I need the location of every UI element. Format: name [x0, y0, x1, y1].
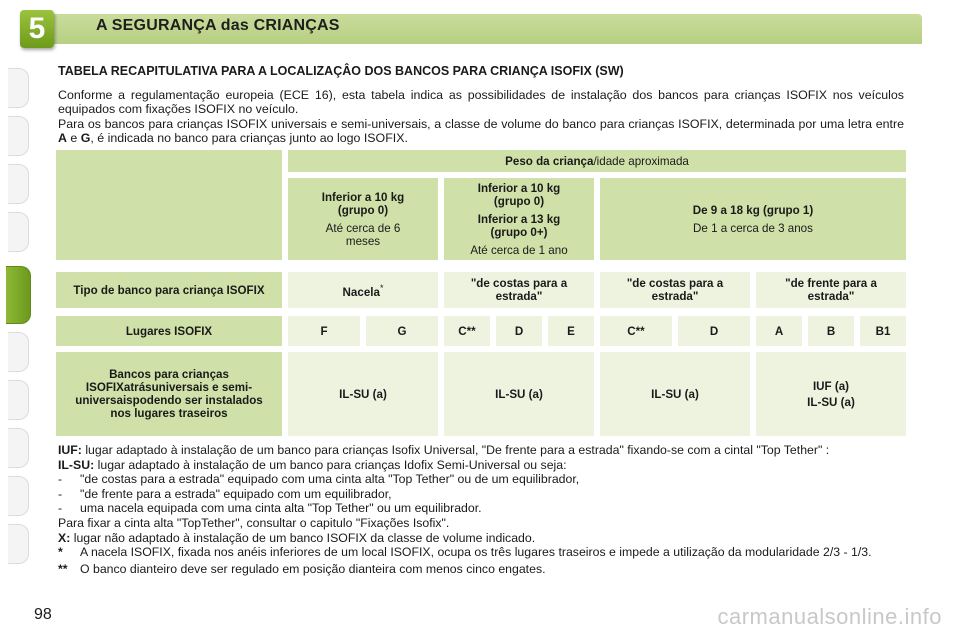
row-label-isofix-positions: Lugares ISOFIX	[56, 316, 282, 346]
table-corner-cell	[56, 150, 282, 260]
child-seat-cell: IL-SU (a)	[444, 352, 594, 436]
chapter-tab-8[interactable]	[8, 428, 29, 468]
position-cell: G	[366, 316, 438, 346]
legend	[58, 443, 906, 576]
weight-header-cell: Peso da criança/idade aproximada	[288, 150, 906, 172]
page-number: 98	[34, 606, 52, 623]
legend-x: X: lugar não adaptado à instalação de um banco ISOFIX da classe de volume indicado.	[58, 530, 536, 545]
isofix-table	[56, 150, 906, 436]
watermark: carmanualsonline.info	[717, 604, 942, 629]
row-label-child-seats: Bancos para crianças ISOFIXatrásuniversais e semi-universaispodendo ser instalados nos lugares traseiros	[56, 352, 282, 436]
position-cell: F	[288, 316, 360, 346]
chapter-tabs	[0, 60, 30, 580]
position-cell: C**	[600, 316, 672, 346]
chapter-tab-4[interactable]	[8, 212, 29, 252]
position-cell: B	[808, 316, 854, 346]
legend-fixing-note: Para fixar a cinta alta "TopTether", consultar o capitulo "Fixações Isofix".	[58, 515, 450, 530]
volume-class-paragraph: Para os bancos para crianças ISOFIX universais e semi-universais, a classe de volume do banco para crianças ISOFIX, determinada por uma letra entre A e G, é indicada no banco para crianças junto ao logo ISOFIX.	[58, 117, 904, 145]
intro-paragraph: Conforme a regulamentação europeia (ECE 16), esta tabela indica as possibilidades de instalação dos bancos para crianças ISOFIX nos veículos equipados com fixações ISOFIX no veículo.	[58, 88, 904, 116]
row-label-seat-type: Tipo de banco para criança ISOFIX	[56, 272, 282, 308]
legend-ilsu: IL-SU: lugar adaptado à instalação de um banco para crianças Idofix Semi-Universal ou seja:	[58, 457, 567, 472]
legend-dash-item: - "de costas para a estrada" equipado com uma cinta alta "Top Tether" ou de um equilibrador,	[58, 472, 580, 487]
child-seat-cell: IL-SU (a)	[600, 352, 750, 436]
weight-group-cell: De 9 a 18 kg (grupo 1) De 1 a cerca de 3 anos	[600, 178, 906, 260]
child-seat-cell: IUF (a) IL-SU (a)	[756, 352, 906, 436]
seat-type-cell: "de costas para a estrada"	[600, 272, 750, 308]
legend-iuf: IUF: lugar adaptado à instalação de um banco para crianças Isofix Universal, "De frente para a estrada" fixando-se com a cintal "Top Tether" :	[58, 443, 830, 457]
position-cell: B1	[860, 316, 906, 346]
footnote-single-star: * A nacela ISOFIX, fixada nos anéis inferiores de um local ISOFIX, ocupa os três lugares traseiros e impede a utilização da modularidade 2/3 - 1/3.	[58, 545, 872, 560]
weight-group-cell: Inferior a 10 kg (grupo 0) Inferior a 13 kg (grupo 0+) Até cerca de 1 ano	[444, 178, 594, 260]
position-cell: C**	[444, 316, 490, 346]
child-seat-cell: IL-SU (a)	[288, 352, 438, 436]
seat-type-cell: Nacela*	[288, 272, 438, 308]
chapter-tab-9[interactable]	[8, 476, 29, 516]
chapter-badge: 5	[20, 10, 54, 48]
chapter-tab-1[interactable]	[8, 68, 29, 108]
chapter-tab-7[interactable]	[8, 380, 29, 420]
legend-dash-item: - uma nacela equipada com uma cinta alta "Top Tether" ou um equilibrador.	[58, 501, 482, 516]
footnote-double-star: ** O banco dianteiro deve ser regulado em posição dianteira com menos cinco engates.	[58, 561, 546, 576]
chapter-tab-2[interactable]	[8, 116, 29, 156]
chapter-title: A SEGURANÇA das CRIANÇAS	[96, 17, 340, 34]
chapter-tab-10[interactable]	[8, 524, 29, 564]
position-cell: D	[678, 316, 750, 346]
seat-type-cell: "de frente para a estrada"	[756, 272, 906, 308]
weight-group-cell: Inferior a 10 kg (grupo 0) Até cerca de 6 meses	[288, 178, 438, 260]
section-title: TABELA RECAPITULATIVA PARA A LOCALIZAÇÂO DOS BANCOS PARA CRIANÇA ISOFIX (SW)	[58, 64, 624, 78]
position-cell: A	[756, 316, 802, 346]
seat-type-cell: "de costas para a estrada"	[444, 272, 594, 308]
chapter-tab-3[interactable]	[8, 164, 29, 204]
chapter-tab-6[interactable]	[8, 332, 29, 372]
chapter-tab-5-active[interactable]	[6, 266, 31, 324]
legend-dash-item: - "de frente para a estrada" equipado com um equilibrador,	[58, 486, 392, 501]
position-cell: D	[496, 316, 542, 346]
position-cell: E	[548, 316, 594, 346]
